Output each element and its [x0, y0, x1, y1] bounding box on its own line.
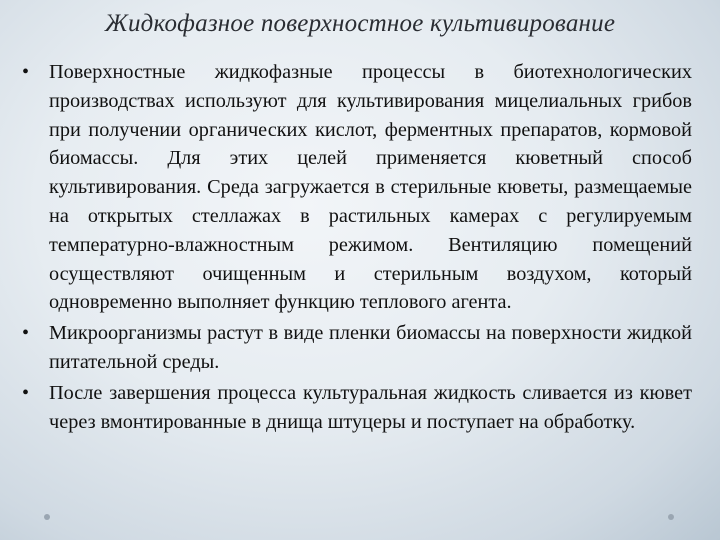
bullet-item-1 [20, 58, 692, 317]
bullet-text: После завершения процесса культуральная жидкость сливается из кювет через вмонтированные в днища штуцеры и поступает на обработку. [49, 381, 692, 433]
bullet-item-2 [20, 319, 692, 377]
bullet-text: Микроорганизмы растут в виде пленки биомассы на поверхности жидкой питательной среды. [49, 322, 692, 373]
bullet-marker: • [22, 381, 30, 404]
decorative-dot-right [668, 514, 674, 520]
slide-body [20, 58, 692, 528]
decorative-dot-left [44, 514, 50, 520]
slide-title: Жидкофазное поверхностное культивирование [104, 10, 616, 37]
bullet-item-3 [20, 379, 692, 437]
bullet-marker: • [22, 322, 30, 345]
bullet-text: Поверхностные жидкофазные процессы в биотехнологических производствах используют для культивирования мицелиальных грибов при получении органических кислот, ферментных препаратов, кормовой биомассы. Для этих целей применяется кюветный способ культивирования. Среда загружается в стерильные кюветы, размещаемые на открытых стеллажах в растильных камерах с регулируемым температурно-влажностным режимом. Вентиляцию помещений осуществляют очищенным и стерильным воздухом, который одновременно выполняет функцию теплового агента. [49, 61, 692, 314]
bullet-marker: • [22, 61, 30, 83]
